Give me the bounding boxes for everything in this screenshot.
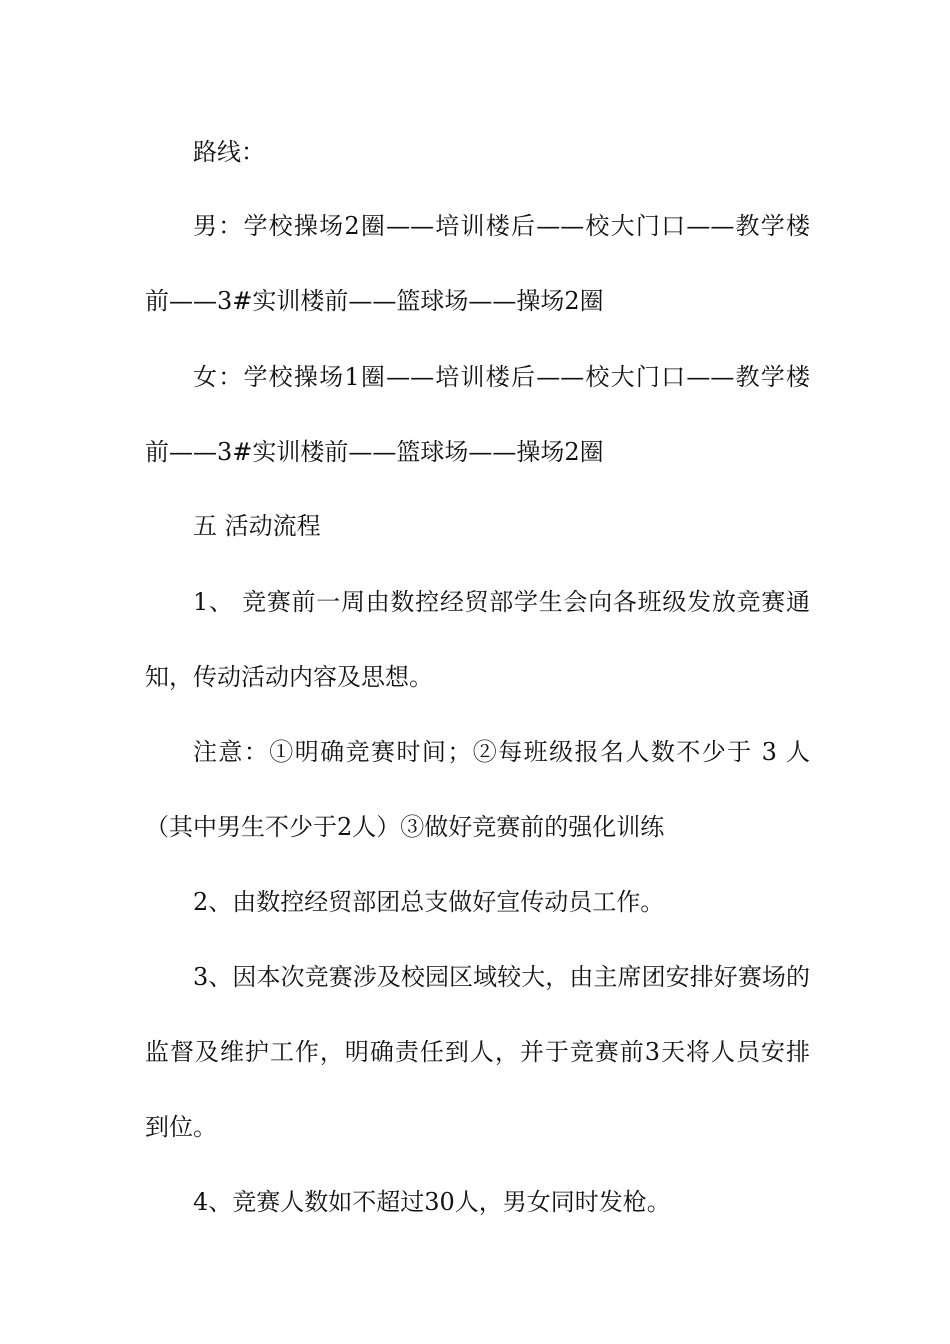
route-heading: 路线： <box>193 138 265 166</box>
route-female-line-1: 女：学校操场1圈——培训楼后——校大门口——教学楼 <box>193 363 810 391</box>
route-male-line-2: 前——3#实训楼前——篮球场——操场2圈 <box>145 287 604 315</box>
step-1-line-2: 知，传动活动内容及思想。 <box>145 663 433 691</box>
step-1-line-1: 1、 竞赛前一周由数控经贸部学生会向各班级发放竞赛通 <box>193 588 810 616</box>
step-3-line-3: 到位。 <box>145 1113 217 1141</box>
route-female-line-2: 前——3#实训楼前——篮球场——操场2圈 <box>145 438 604 466</box>
route-male-line-1: 男：学校操场2圈——培训楼后——校大门口——教学楼 <box>193 212 810 240</box>
step-2: 2、由数控经贸部团总支做好宣传动员工作。 <box>193 888 665 916</box>
section-heading-activity-flow: 五 活动流程 <box>193 512 321 540</box>
note-line-2: （其中男生不少于2人）③做好竞赛前的强化训练 <box>145 813 665 841</box>
step-4: 4、竞赛人数如不超过30人，男女同时发枪。 <box>193 1188 671 1216</box>
step-3-line-2: 监督及维护工作，明确责任到人，并于竞赛前3天将人员安排 <box>145 1038 810 1066</box>
step-3-line-1: 3、因本次竞赛涉及校园区域较大，由主席团安排好赛场的 <box>193 963 810 991</box>
note-line-1: 注意：①明确竞赛时间；②每班级报名人数不少于 3 人 <box>193 738 810 766</box>
